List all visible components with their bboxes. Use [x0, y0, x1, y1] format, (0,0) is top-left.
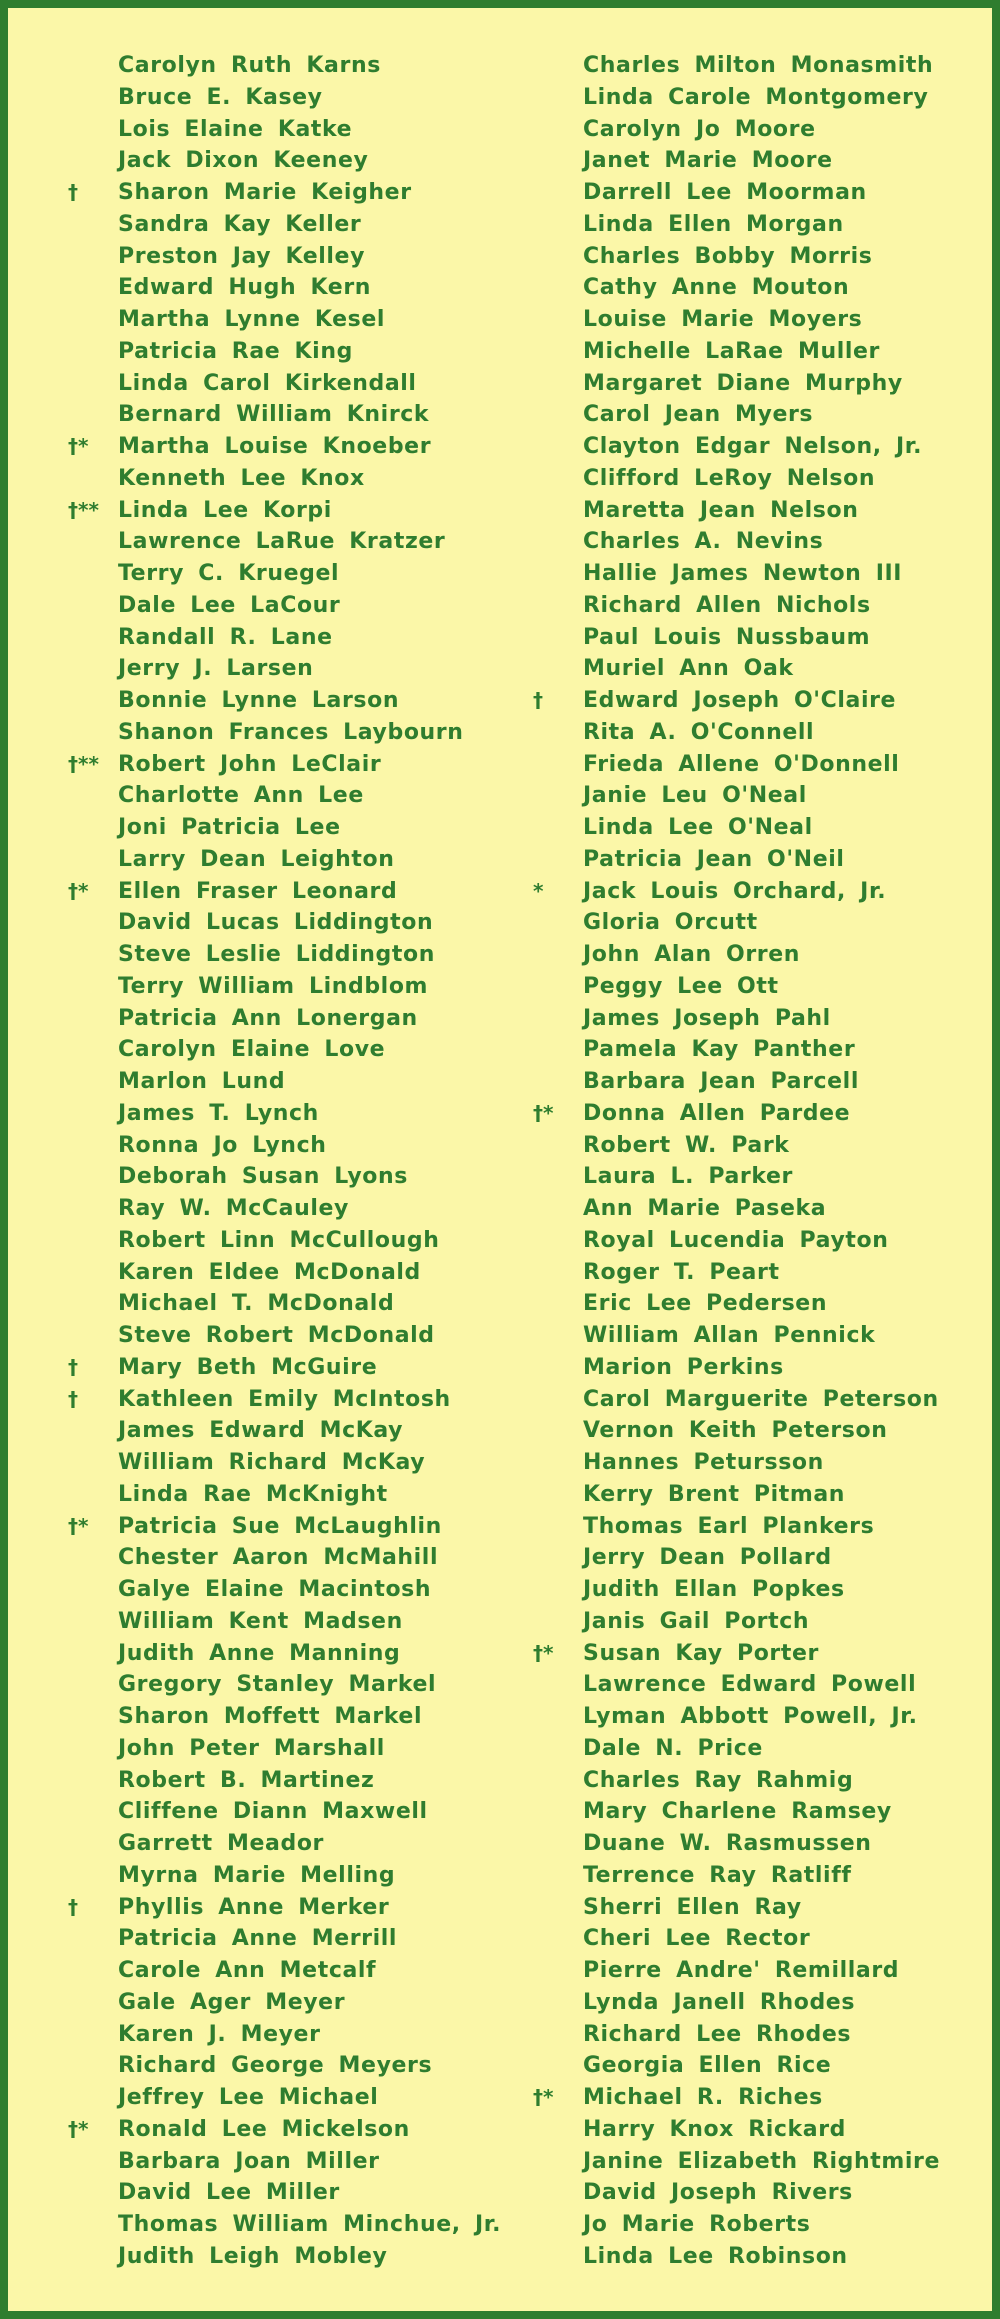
name-entry [533, 1447, 978, 1479]
entry-name: Michael R. Riches [583, 2085, 823, 2110]
name-entry [68, 1733, 508, 1765]
entry-name: Jeffrey Lee Michael [118, 2085, 379, 2110]
name-entry [533, 1003, 978, 1035]
name-entry [533, 526, 978, 558]
entry-name: Robert B. Martinez [118, 1767, 375, 1793]
entry-name: Georgia Ellen Rice [583, 2053, 832, 2079]
entry-name: Cheri Lee Rector [583, 1926, 811, 1952]
entry-name: William Richard McKay [118, 1450, 426, 1475]
entry-name: Robert John LeClair [118, 751, 382, 777]
name-entry [533, 145, 978, 177]
name-entry [68, 590, 508, 622]
entry-name: Robert W. Park [583, 1132, 790, 1158]
name-entry [68, 1193, 508, 1225]
entry-name: Mary Charlene Ramsey [583, 1799, 892, 1825]
name-entry [533, 717, 978, 749]
entry-name: Ronald Lee Mickelson [118, 2116, 410, 2142]
entry-name: Michael T. McDonald [118, 1291, 395, 1317]
name-entry [533, 1098, 978, 1130]
entry-name: Ronna Jo Lynch [118, 1132, 327, 1158]
entry-name: Galye Elaine Macintosh [118, 1577, 432, 1602]
entry-name: Muriel Ann Oak [583, 656, 794, 682]
entry-name: Charles A. Nevins [583, 529, 824, 555]
name-entry [68, 1066, 508, 1098]
entry-mark: † [68, 1354, 78, 1379]
entry-name: Charles Ray Rahmig [583, 1767, 854, 1793]
entry-name: Ray W. McCauley [118, 1196, 349, 1221]
entry-name: Janis Gail Portch [583, 1608, 810, 1634]
name-entry [533, 1288, 978, 1320]
name-entry [68, 1987, 508, 2019]
name-entry [68, 1955, 508, 1987]
entry-name: Mary Beth McGuire [118, 1354, 378, 1380]
entry-name: Pamela Kay Panther [583, 1037, 856, 1063]
entry-name: Duane W. Rasmussen [583, 1831, 872, 1856]
entry-name: Vernon Keith Peterson [583, 1418, 888, 1444]
name-entry [68, 1701, 508, 1733]
entry-mark: †* [68, 434, 89, 458]
entry-name: Darrell Lee Moorman [583, 180, 867, 205]
entry-mark: †* [68, 878, 89, 903]
name-entry [533, 2241, 978, 2273]
entry-name: Preston Jay Kelley [118, 243, 366, 269]
entry-name: Carolyn Elaine Love [118, 1037, 386, 1063]
name-entry [68, 1034, 508, 1066]
name-entry [68, 336, 508, 368]
name-entry [68, 1828, 508, 1860]
name-entry [533, 2146, 978, 2178]
entry-name: Cliffene Diann Maxwell [118, 1799, 428, 1825]
name-entry [533, 1479, 978, 1511]
entry-mark: †* [533, 2085, 554, 2109]
name-entry [68, 2019, 508, 2051]
name-entry [533, 622, 978, 654]
entry-name: Edward Hugh Kern [118, 275, 372, 301]
name-entry [68, 1669, 508, 1701]
entry-name: Clifford LeRoy Nelson [583, 465, 876, 491]
entry-name: Jerry J. Larsen [118, 656, 314, 682]
right-name-column [533, 50, 978, 2273]
name-entry [68, 82, 508, 114]
name-entry [533, 590, 978, 622]
entry-name: Chester Aaron McMahill [118, 1545, 439, 1571]
name-entry [68, 1542, 508, 1574]
name-entry [533, 1161, 978, 1193]
name-entry [68, 2241, 508, 2273]
name-entry [533, 1415, 978, 1447]
entry-name: Terrence Ray Ratliff [583, 1862, 852, 1888]
name-entry [533, 272, 978, 304]
name-entry [68, 2146, 508, 2178]
entry-name: Carolyn Ruth Karns [118, 53, 381, 78]
name-entry [533, 304, 978, 336]
name-entry [68, 2114, 508, 2146]
entry-name: Patricia Rae King [118, 338, 353, 364]
name-entry [68, 1511, 508, 1543]
name-entry [533, 971, 978, 1003]
entry-name: Barbara Joan Miller [118, 2148, 380, 2174]
entry-name: Jo Marie Roberts [583, 2212, 811, 2237]
entry-name: Roger T. Peart [583, 1259, 780, 1285]
entry-name: Patricia Sue McLaughlin [118, 1513, 442, 1539]
entry-name: Steve Robert McDonald [118, 1323, 435, 1348]
name-entry [68, 1288, 508, 1320]
entry-mark: † [68, 1386, 78, 1411]
entry-name: Lyman Abbott Powell, Jr. [583, 1704, 918, 1729]
name-entry [533, 780, 978, 812]
name-entry [68, 1574, 508, 1606]
name-entry [533, 812, 978, 844]
name-entry [68, 1479, 508, 1511]
name-entry [533, 495, 978, 527]
name-entry [68, 431, 508, 463]
name-entry [68, 2177, 508, 2209]
name-entry [68, 1923, 508, 1955]
entry-name: Hannes Petursson [583, 1450, 824, 1475]
entry-name: Clayton Edgar Nelson, Jr. [583, 434, 923, 459]
entry-name: David Lee Miller [118, 2180, 340, 2206]
entry-name: Phyllis Anne Merker [118, 1894, 390, 1920]
entry-name: William Kent Madsen [118, 1608, 403, 1634]
name-entry [533, 2050, 978, 2082]
entry-name: Marion Perkins [583, 1354, 784, 1380]
name-entry [533, 50, 978, 82]
entry-name: Bernard William Knirck [118, 402, 430, 428]
name-entry [68, 1606, 508, 1638]
entry-name: Janet Marie Moore [583, 148, 833, 174]
entry-name: Garrett Meador [118, 1831, 324, 1856]
name-entry [68, 1225, 508, 1257]
name-entry [68, 1447, 508, 1479]
name-entry [68, 114, 508, 146]
entry-name: John Alan Orren [583, 942, 801, 967]
name-entry [68, 1352, 508, 1384]
name-entry [533, 1669, 978, 1701]
entry-name: Judith Anne Manning [118, 1640, 401, 1666]
entry-name: Lawrence Edward Powell [583, 1672, 917, 1698]
name-entry [533, 463, 978, 495]
entry-name: Karen Eldee McDonald [118, 1259, 421, 1285]
entry-name: Sherri Ellen Ray [583, 1894, 802, 1920]
name-entry [68, 2082, 508, 2114]
entry-name: Steve Leslie Liddington [118, 942, 435, 967]
name-entry [68, 844, 508, 876]
name-entry [533, 1066, 978, 1098]
entry-name: Pierre Andre' Remillard [583, 1958, 900, 1983]
name-entry [533, 241, 978, 273]
name-entry [533, 1796, 978, 1828]
entry-name: Jack Dixon Keeney [118, 148, 369, 174]
name-entry [68, 241, 508, 273]
entry-mark: †* [68, 2116, 89, 2141]
entry-name: Ann Marie Paseka [583, 1196, 827, 1221]
name-entry [533, 399, 978, 431]
name-entry [533, 1638, 978, 1670]
entry-name: Louise Marie Moyers [583, 307, 863, 332]
entry-name: Maretta Jean Nelson [583, 497, 859, 523]
entry-mark: †** [68, 751, 99, 776]
entry-name: Shanon Frances Laybourn [118, 719, 464, 745]
name-entry [533, 1320, 978, 1352]
entry-name: Sharon Marie Keigher [118, 180, 412, 205]
entry-name: Terry C. Kruegel [118, 561, 340, 586]
name-entry [533, 907, 978, 939]
name-entry [68, 272, 508, 304]
name-entry [68, 209, 508, 241]
entry-name: Dale Lee LaCour [118, 592, 341, 618]
entry-name: David Lucas Liddington [118, 910, 434, 936]
entry-name: Linda Carol Kirkendall [118, 370, 417, 396]
entry-name: James Edward McKay [118, 1418, 404, 1444]
name-entry [68, 622, 508, 654]
entry-name: Judith Leigh Mobley [118, 2243, 388, 2269]
name-entry [533, 431, 978, 463]
entry-name: Peggy Lee Ott [583, 973, 779, 999]
name-entry [533, 1352, 978, 1384]
entry-name: Linda Rae McKnight [118, 1481, 388, 1507]
entry-name: Kenneth Lee Knox [118, 465, 365, 491]
name-entry [533, 2019, 978, 2051]
name-entry [533, 1606, 978, 1638]
name-entry [533, 1765, 978, 1797]
name-entry [533, 2209, 978, 2241]
entry-name: Royal Lucendia Payton [583, 1227, 889, 1253]
entry-mark: † [68, 180, 78, 204]
entry-name: Lynda Janell Rhodes [583, 1989, 856, 2015]
entry-name: Thomas William Minchue, Jr. [118, 2212, 502, 2237]
name-entry [533, 209, 978, 241]
entry-name: Linda Lee Robinson [583, 2243, 848, 2269]
entry-name: Bruce E. Kasey [118, 84, 323, 110]
name-entry [68, 1320, 508, 1352]
name-entry [533, 558, 978, 590]
name-entry [533, 1828, 978, 1860]
name-entry [533, 1955, 978, 1987]
name-entry [68, 304, 508, 336]
entry-name: John Peter Marshall [118, 1735, 385, 1761]
entry-name: Richard Allen Nichols [583, 592, 871, 618]
name-entry [533, 177, 978, 209]
entry-mark: †* [68, 1513, 89, 1538]
entry-mark: †** [68, 497, 99, 522]
name-entry [68, 971, 508, 1003]
name-entry [68, 399, 508, 431]
name-entry [533, 1257, 978, 1289]
name-entry [533, 336, 978, 368]
name-entry [533, 1923, 978, 1955]
name-entry [68, 1384, 508, 1416]
entry-mark: * [533, 878, 544, 903]
name-entry [533, 939, 978, 971]
name-entry [68, 1130, 508, 1162]
entry-name: Larry Dean Leighton [118, 846, 395, 872]
entry-name: Donna Allen Pardee [583, 1100, 851, 1126]
name-entry [533, 1892, 978, 1924]
entry-name: Laura L. Parker [583, 1164, 793, 1190]
entry-name: Sharon Moffett Markel [118, 1704, 423, 1729]
name-entry [533, 2082, 978, 2114]
name-entry [533, 2177, 978, 2209]
entry-name: Carol Marguerite Peterson [583, 1386, 939, 1412]
entry-name: Linda Lee O'Neal [583, 815, 813, 840]
entry-name: Ellen Fraser Leonard [118, 878, 398, 904]
entry-name: Paul Louis Nussbaum [583, 624, 871, 650]
entry-name: Gloria Orcutt [583, 910, 758, 936]
name-entry [68, 1765, 508, 1797]
entry-name: Marlon Lund [118, 1069, 286, 1094]
entry-name: Karen J. Meyer [118, 2021, 321, 2047]
name-entry [533, 749, 978, 781]
entry-name: William Allan Pennick [583, 1323, 876, 1348]
name-entry [533, 1193, 978, 1225]
entry-name: Gale Ager Meyer [118, 1989, 346, 2015]
name-entry [533, 1701, 978, 1733]
entry-name: Randall R. Lane [118, 624, 333, 650]
entry-name: Patricia Anne Merrill [118, 1926, 398, 1952]
entry-mark: †* [533, 1100, 554, 1125]
name-entry [533, 876, 978, 908]
name-entry [68, 1796, 508, 1828]
name-entry [68, 526, 508, 558]
entry-name: Martha Lynne Kesel [118, 307, 385, 332]
name-entry [68, 812, 508, 844]
entry-name: Charles Bobby Morris [583, 243, 873, 269]
entry-name: Harry Knox Rickard [583, 2116, 847, 2142]
name-entry [68, 685, 508, 717]
entry-name: James T. Lynch [118, 1100, 319, 1126]
entry-name: Janine Elizabeth Rightmire [583, 2148, 940, 2174]
entry-name: Eric Lee Pedersen [583, 1291, 828, 1317]
entry-name: Carol Jean Myers [583, 402, 814, 428]
name-entry [533, 1130, 978, 1162]
entry-name: Hallie James Newton III [583, 561, 903, 586]
entry-name: Edward Joseph O'Claire [583, 688, 897, 713]
entry-name: Margaret Diane Murphy [583, 370, 903, 396]
name-entry [68, 876, 508, 908]
name-entry [533, 114, 978, 146]
entry-mark: †* [533, 1640, 554, 1665]
name-entry [68, 2209, 508, 2241]
entry-name: Thomas Earl Plankers [583, 1513, 875, 1539]
name-entry [533, 368, 978, 400]
entry-name: Charles Milton Monasmith [583, 53, 934, 78]
entry-name: Linda Ellen Morgan [583, 211, 844, 237]
entry-name: Kathleen Emily McIntosh [118, 1386, 451, 1412]
name-entry [533, 1542, 978, 1574]
name-entry [68, 1098, 508, 1130]
entry-name: Jack Louis Orchard, Jr. [583, 878, 887, 904]
entry-name: Linda Carole Montgomery [583, 84, 929, 110]
entry-name: Charlotte Ann Lee [118, 783, 364, 809]
name-entry [533, 685, 978, 717]
name-entry [68, 463, 508, 495]
entry-name: David Joseph Rivers [583, 2180, 853, 2206]
name-entry [68, 749, 508, 781]
entry-mark: † [533, 688, 543, 712]
name-entry [533, 2114, 978, 2146]
entry-name: Gregory Stanley Markel [118, 1672, 437, 1698]
name-entry [68, 1257, 508, 1289]
name-entry [533, 1511, 978, 1543]
name-entry [68, 1415, 508, 1447]
entry-name: Myrna Marie Melling [118, 1862, 396, 1888]
entry-name: Dale N. Price [583, 1735, 763, 1761]
name-entry [533, 1733, 978, 1765]
name-entry [68, 1161, 508, 1193]
entry-name: Carolyn Jo Moore [583, 116, 816, 142]
name-entry [68, 177, 508, 209]
name-entry [533, 82, 978, 114]
entry-name: Jerry Dean Pollard [583, 1545, 832, 1571]
name-entry [68, 939, 508, 971]
entry-name: Richard Lee Rhodes [583, 2021, 852, 2047]
entry-mark: † [68, 1894, 78, 1919]
name-entry [68, 907, 508, 939]
name-entry [68, 558, 508, 590]
entry-name: Linda Lee Korpi [118, 497, 332, 523]
name-entry [533, 1034, 978, 1066]
name-entry [533, 1574, 978, 1606]
name-entry [533, 1225, 978, 1257]
name-entry [68, 653, 508, 685]
entry-name: Bonnie Lynne Larson [118, 688, 400, 713]
entry-name: Patricia Jean O'Neil [583, 846, 845, 872]
name-entry [533, 1384, 978, 1416]
name-entry [533, 844, 978, 876]
name-entry [68, 2050, 508, 2082]
entry-name: Patricia Ann Lonergan [118, 1005, 418, 1031]
name-entry [68, 495, 508, 527]
name-entry [68, 50, 508, 82]
entry-name: Michelle LaRae Muller [583, 338, 880, 364]
name-entry [68, 145, 508, 177]
entry-name: Lawrence LaRue Kratzer [118, 529, 446, 555]
entry-name: Susan Kay Porter [583, 1640, 819, 1666]
entry-name: Kerry Brent Pitman [583, 1481, 846, 1507]
entry-name: Carole Ann Metcalf [118, 1958, 377, 1983]
name-entry [533, 1987, 978, 2019]
entry-name: Terry William Lindblom [118, 973, 429, 999]
entry-name: Cathy Anne Mouton [583, 275, 850, 301]
entry-name: Frieda Allene O'Donnell [583, 751, 900, 777]
entry-name: Robert Linn McCullough [118, 1227, 440, 1253]
name-entry [68, 368, 508, 400]
name-entry [68, 717, 508, 749]
name-entry [68, 1638, 508, 1670]
entry-name: James Joseph Pahl [583, 1005, 831, 1031]
entry-name: Judith Ellan Popkes [583, 1577, 845, 1602]
entry-name: Deborah Susan Lyons [118, 1164, 408, 1190]
entry-name: Barbara Jean Parcell [583, 1069, 859, 1094]
entry-name: Lois Elaine Katke [118, 116, 353, 142]
entry-name: Richard George Meyers [118, 2053, 433, 2079]
name-entry [533, 1860, 978, 1892]
entry-name: Martha Louise Knoeber [118, 434, 432, 459]
name-entry [68, 1892, 508, 1924]
name-entry [68, 780, 508, 812]
entry-name: Rita A. O'Connell [583, 719, 815, 745]
left-name-column [68, 50, 508, 2273]
name-entry [68, 1860, 508, 1892]
entry-name: Sandra Kay Keller [118, 211, 362, 237]
entry-name: Joni Patricia Lee [118, 815, 341, 840]
name-entry [68, 1003, 508, 1035]
name-entry [533, 653, 978, 685]
entry-name: Janie Leu O'Neal [583, 783, 807, 809]
